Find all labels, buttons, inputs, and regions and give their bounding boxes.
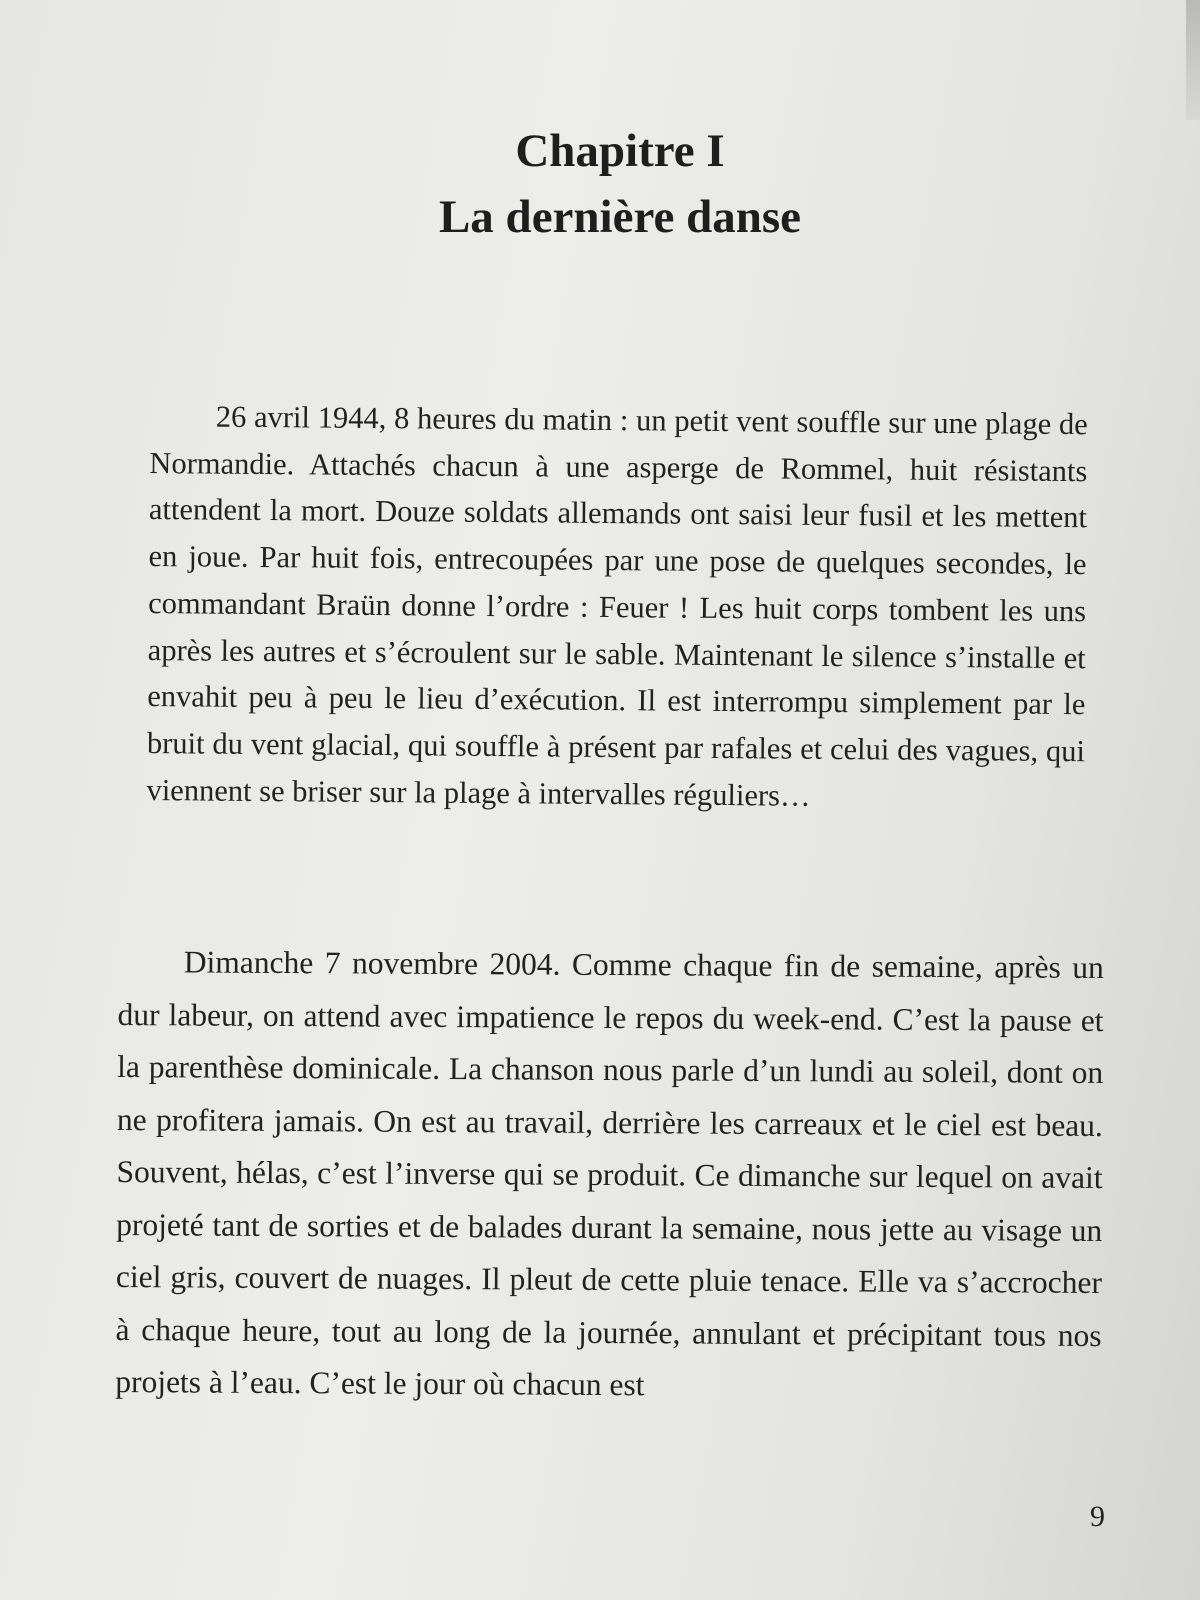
next-page-edge <box>1186 0 1200 120</box>
chapter-heading <box>0 118 1200 250</box>
paragraph-2: Dimanche 7 novembre 2004. Comme chaque fin de semaine, après un dur labeur, on attend avec impatience le repos du week-end. C’est la pause et la parenthèse dominicale. La chanson nous parle d’un lundi au soleil, dont on ne profitera jamais. On est au travail, derrière les carreaux et le ciel est beau. Souvent, hélas, c’est l’inverse qui se produit. Ce dimanche sur lequel on avait projeté tant de sorties et de balades durant la semaine, nous jette au visage un ciel gris, couvert de nuages. Il pleut de cette pluie tenace. Elle va s’accrocher à chaque heure, tout au long de la journée, annulant et précipitant tous nos projets à l’eau. C’est le jour où chacun est <box>115 943 1104 1402</box>
page-number: 9 <box>1090 1500 1105 1533</box>
chapter-number: Chapitre I <box>515 125 725 177</box>
chapter-title: La dernière danse <box>438 191 802 243</box>
paragraph-1: 26 avril 1944, 8 heures du matin : un petit vent souffle sur une plage de Normandie. Attachés chacun à une asperge de Rommel, huit résistants attendent la mort. Douze soldats allemands ont saisi leur fusil et les mettent en joue. Par huit fois, entrecoupées par une pose de quelques secondes, le commandant Braün donne l’ordre : Feuer ! Les huit corps tombent les uns après les autres et s’écroulent sur le sable. Maintenant le silence s’installe et envahit peu à peu le lieu d’exécution. Il est interrompu simplement par le bruit du vent glacial, qui souffle à présent par rafales et celui des vagues, qui viennent se briser sur la plage à intervalles réguliers… <box>146 399 1088 812</box>
